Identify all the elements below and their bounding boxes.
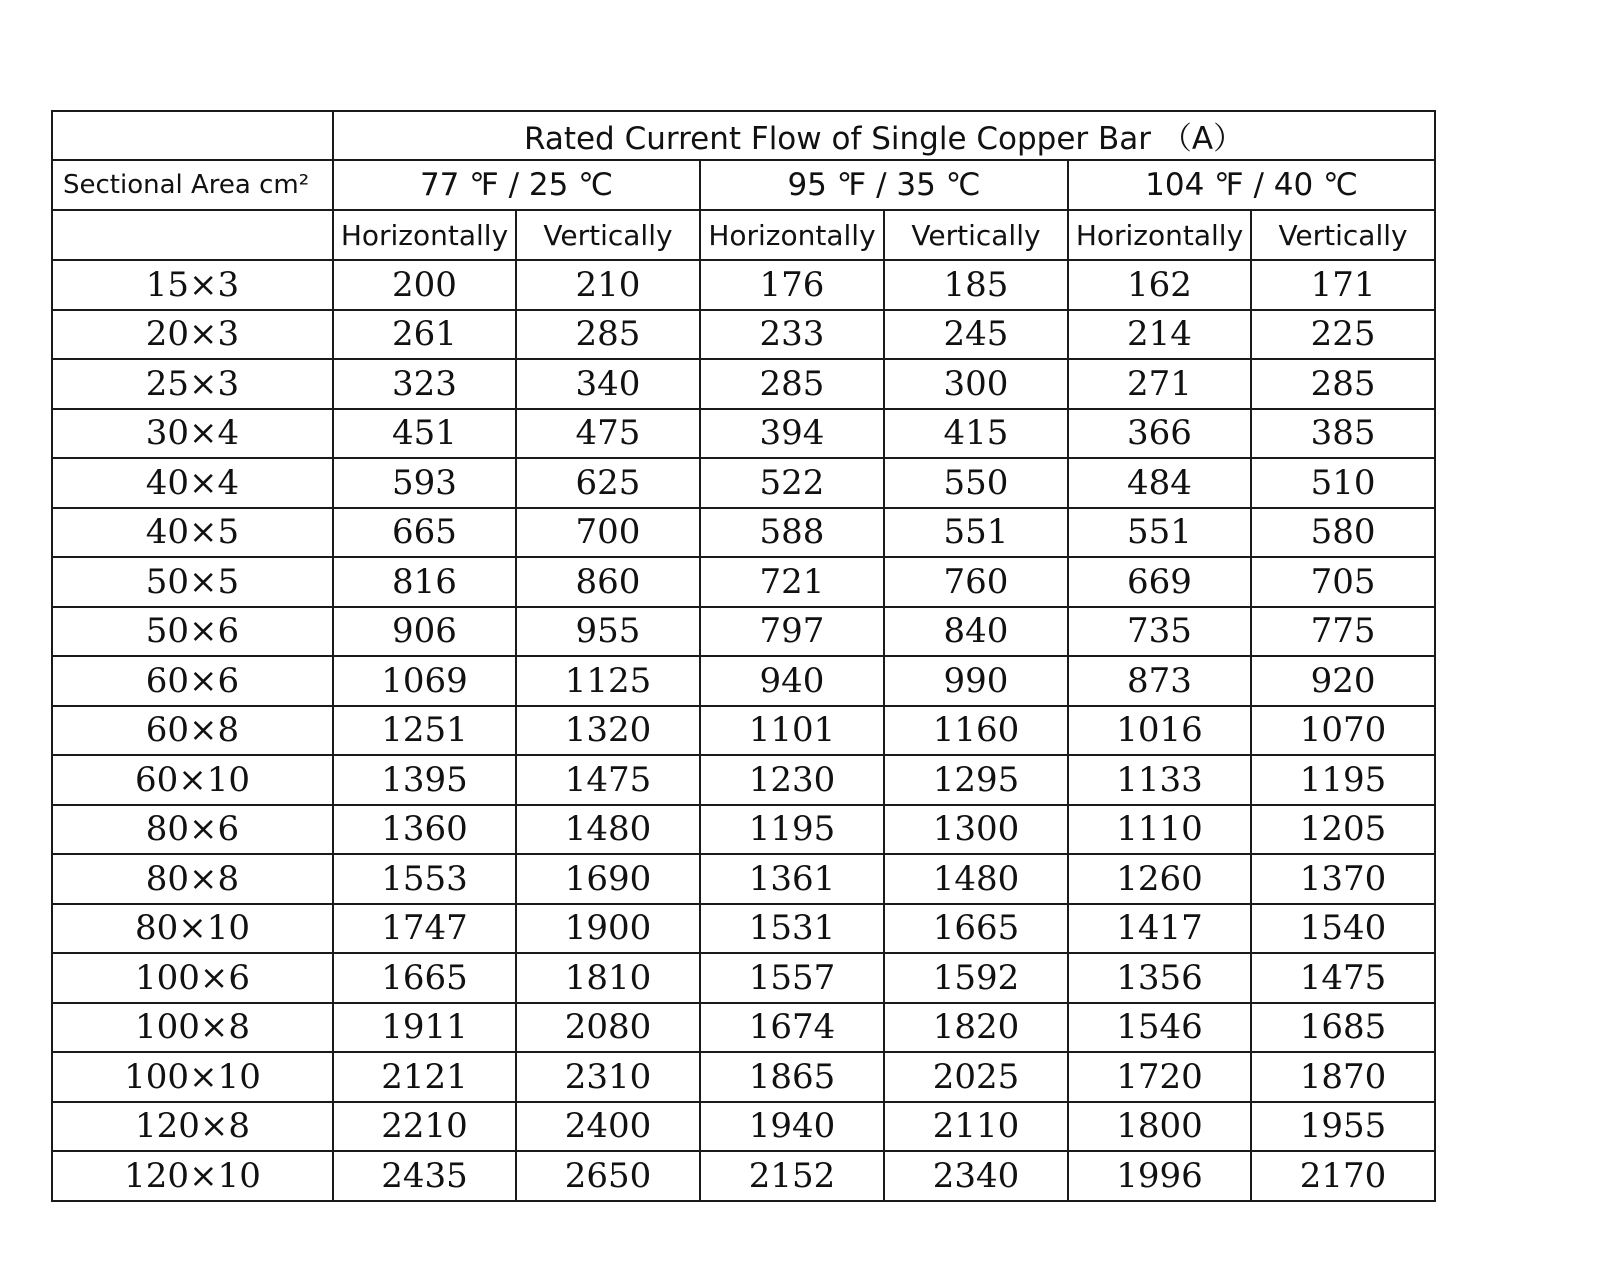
table-row xyxy=(52,656,1435,706)
vertical-25c-cell: 2080 xyxy=(516,1003,700,1053)
vertical-25c-cell: 2400 xyxy=(516,1102,700,1152)
vertical-25c-cell: 2310 xyxy=(516,1052,700,1102)
vertical-40c-cell: 285 xyxy=(1251,359,1435,409)
table-title: Rated Current Flow of Single Copper Bar （A） xyxy=(333,111,1435,160)
sectional-area-cell: 40×5 xyxy=(52,508,333,558)
vertical-25c-cell: 1900 xyxy=(516,904,700,954)
vertical-35c-cell: 550 xyxy=(884,458,1068,508)
horizontal-40c-cell: 1260 xyxy=(1068,854,1251,904)
sectional-area-cell: 50×5 xyxy=(52,557,333,607)
vertical-40c-cell: 171 xyxy=(1251,260,1435,310)
sub-header-vertically: Vertically xyxy=(884,210,1068,260)
horizontal-25c-cell: 451 xyxy=(333,409,516,459)
horizontal-25c-cell: 2435 xyxy=(333,1151,516,1201)
table-row xyxy=(52,953,1435,1003)
table-row xyxy=(52,557,1435,607)
vertical-40c-cell: 385 xyxy=(1251,409,1435,459)
table-body xyxy=(52,260,1435,1201)
table-row xyxy=(52,260,1435,310)
vertical-40c-cell: 920 xyxy=(1251,656,1435,706)
vertical-35c-cell: 2340 xyxy=(884,1151,1068,1201)
horizontal-25c-cell: 323 xyxy=(333,359,516,409)
vertical-25c-cell: 2650 xyxy=(516,1151,700,1201)
vertical-25c-cell: 1480 xyxy=(516,805,700,855)
horizontal-35c-cell: 1195 xyxy=(700,805,884,855)
vertical-40c-cell: 1370 xyxy=(1251,854,1435,904)
vertical-40c-cell: 1205 xyxy=(1251,805,1435,855)
sectional-area-cell: 30×4 xyxy=(52,409,333,459)
sectional-area-cell: 120×10 xyxy=(52,1151,333,1201)
horizontal-35c-cell: 1674 xyxy=(700,1003,884,1053)
horizontal-35c-cell: 1940 xyxy=(700,1102,884,1152)
horizontal-40c-cell: 1546 xyxy=(1068,1003,1251,1053)
sectional-area-cell: 100×10 xyxy=(52,1052,333,1102)
horizontal-40c-cell: 484 xyxy=(1068,458,1251,508)
vertical-40c-cell: 1685 xyxy=(1251,1003,1435,1053)
sectional-area-cell: 100×6 xyxy=(52,953,333,1003)
vertical-35c-cell: 245 xyxy=(884,310,1068,360)
sub-header-horizontally: Horizontally xyxy=(700,210,884,260)
horizontal-35c-cell: 2152 xyxy=(700,1151,884,1201)
horizontal-35c-cell: 176 xyxy=(700,260,884,310)
vertical-40c-cell: 510 xyxy=(1251,458,1435,508)
sub-header-horizontally: Horizontally xyxy=(333,210,516,260)
vertical-35c-cell: 760 xyxy=(884,557,1068,607)
horizontal-35c-cell: 721 xyxy=(700,557,884,607)
vertical-40c-cell: 705 xyxy=(1251,557,1435,607)
table-row xyxy=(52,1003,1435,1053)
sectional-area-cell: 20×3 xyxy=(52,310,333,360)
table-row xyxy=(52,508,1435,558)
vertical-25c-cell: 1125 xyxy=(516,656,700,706)
vertical-25c-cell: 860 xyxy=(516,557,700,607)
table-row xyxy=(52,409,1435,459)
vertical-40c-cell: 1955 xyxy=(1251,1102,1435,1152)
horizontal-35c-cell: 394 xyxy=(700,409,884,459)
vertical-25c-cell: 340 xyxy=(516,359,700,409)
horizontal-35c-cell: 233 xyxy=(700,310,884,360)
horizontal-40c-cell: 1356 xyxy=(1068,953,1251,1003)
copper-bar-current-table xyxy=(51,110,1436,1202)
sectional-area-cell: 80×6 xyxy=(52,805,333,855)
vertical-25c-cell: 475 xyxy=(516,409,700,459)
vertical-25c-cell: 955 xyxy=(516,607,700,657)
sectional-area-header: Sectional Area cm² xyxy=(52,160,333,210)
horizontal-35c-cell: 522 xyxy=(700,458,884,508)
vertical-35c-cell: 1300 xyxy=(884,805,1068,855)
vertical-40c-cell: 1070 xyxy=(1251,706,1435,756)
vertical-35c-cell: 840 xyxy=(884,607,1068,657)
sectional-area-cell: 50×6 xyxy=(52,607,333,657)
sectional-area-cell: 100×8 xyxy=(52,1003,333,1053)
vertical-35c-cell: 185 xyxy=(884,260,1068,310)
vertical-25c-cell: 1320 xyxy=(516,706,700,756)
vertical-40c-cell: 1870 xyxy=(1251,1052,1435,1102)
sectional-area-cell: 60×10 xyxy=(52,755,333,805)
horizontal-25c-cell: 1360 xyxy=(333,805,516,855)
sub-header-blank-cell xyxy=(52,210,333,260)
sectional-area-cell: 60×8 xyxy=(52,706,333,756)
horizontal-25c-cell: 1251 xyxy=(333,706,516,756)
vertical-35c-cell: 551 xyxy=(884,508,1068,558)
temperature-header-40c: 104 ℉ / 40 ℃ xyxy=(1068,160,1435,210)
horizontal-25c-cell: 906 xyxy=(333,607,516,657)
corner-blank-cell xyxy=(52,111,333,160)
horizontal-25c-cell: 665 xyxy=(333,508,516,558)
vertical-35c-cell: 2025 xyxy=(884,1052,1068,1102)
horizontal-40c-cell: 551 xyxy=(1068,508,1251,558)
table-row xyxy=(52,854,1435,904)
table-row xyxy=(52,1052,1435,1102)
vertical-35c-cell: 2110 xyxy=(884,1102,1068,1152)
vertical-35c-cell: 300 xyxy=(884,359,1068,409)
vertical-40c-cell: 225 xyxy=(1251,310,1435,360)
horizontal-25c-cell: 2210 xyxy=(333,1102,516,1152)
table-row xyxy=(52,755,1435,805)
horizontal-35c-cell: 940 xyxy=(700,656,884,706)
horizontal-25c-cell: 2121 xyxy=(333,1052,516,1102)
temperature-header-25c: 77 ℉ / 25 ℃ xyxy=(333,160,700,210)
sectional-area-cell: 80×10 xyxy=(52,904,333,954)
horizontal-25c-cell: 593 xyxy=(333,458,516,508)
sectional-area-cell: 80×8 xyxy=(52,854,333,904)
horizontal-40c-cell: 214 xyxy=(1068,310,1251,360)
horizontal-40c-cell: 1800 xyxy=(1068,1102,1251,1152)
horizontal-40c-cell: 1720 xyxy=(1068,1052,1251,1102)
sub-header-vertically: Vertically xyxy=(1251,210,1435,260)
table-row xyxy=(52,359,1435,409)
horizontal-25c-cell: 1553 xyxy=(333,854,516,904)
horizontal-35c-cell: 588 xyxy=(700,508,884,558)
horizontal-35c-cell: 285 xyxy=(700,359,884,409)
horizontal-40c-cell: 669 xyxy=(1068,557,1251,607)
vertical-40c-cell: 775 xyxy=(1251,607,1435,657)
vertical-35c-cell: 415 xyxy=(884,409,1068,459)
vertical-40c-cell: 580 xyxy=(1251,508,1435,558)
sectional-area-cell: 120×8 xyxy=(52,1102,333,1152)
horizontal-35c-cell: 1865 xyxy=(700,1052,884,1102)
horizontal-25c-cell: 1665 xyxy=(333,953,516,1003)
horizontal-25c-cell: 816 xyxy=(333,557,516,607)
sectional-area-cell: 60×6 xyxy=(52,656,333,706)
table-row xyxy=(52,904,1435,954)
vertical-25c-cell: 285 xyxy=(516,310,700,360)
horizontal-40c-cell: 1110 xyxy=(1068,805,1251,855)
sectional-area-cell: 15×3 xyxy=(52,260,333,310)
vertical-25c-cell: 210 xyxy=(516,260,700,310)
table-row xyxy=(52,1102,1435,1152)
horizontal-40c-cell: 1417 xyxy=(1068,904,1251,954)
horizontal-40c-cell: 1016 xyxy=(1068,706,1251,756)
table-row xyxy=(52,805,1435,855)
table-row xyxy=(52,607,1435,657)
vertical-35c-cell: 1665 xyxy=(884,904,1068,954)
sub-header-vertically: Vertically xyxy=(516,210,700,260)
horizontal-35c-cell: 1557 xyxy=(700,953,884,1003)
table-row xyxy=(52,458,1435,508)
vertical-35c-cell: 1820 xyxy=(884,1003,1068,1053)
vertical-40c-cell: 2170 xyxy=(1251,1151,1435,1201)
vertical-35c-cell: 1295 xyxy=(884,755,1068,805)
sub-header-horizontally: Horizontally xyxy=(1068,210,1251,260)
horizontal-25c-cell: 1069 xyxy=(333,656,516,706)
horizontal-40c-cell: 873 xyxy=(1068,656,1251,706)
vertical-40c-cell: 1475 xyxy=(1251,953,1435,1003)
vertical-40c-cell: 1540 xyxy=(1251,904,1435,954)
horizontal-25c-cell: 200 xyxy=(333,260,516,310)
vertical-25c-cell: 700 xyxy=(516,508,700,558)
horizontal-35c-cell: 1230 xyxy=(700,755,884,805)
horizontal-35c-cell: 1531 xyxy=(700,904,884,954)
sectional-area-cell: 40×4 xyxy=(52,458,333,508)
horizontal-25c-cell: 261 xyxy=(333,310,516,360)
vertical-25c-cell: 625 xyxy=(516,458,700,508)
horizontal-40c-cell: 162 xyxy=(1068,260,1251,310)
horizontal-40c-cell: 366 xyxy=(1068,409,1251,459)
vertical-25c-cell: 1690 xyxy=(516,854,700,904)
horizontal-40c-cell: 1996 xyxy=(1068,1151,1251,1201)
horizontal-25c-cell: 1395 xyxy=(333,755,516,805)
vertical-35c-cell: 1592 xyxy=(884,953,1068,1003)
horizontal-25c-cell: 1911 xyxy=(333,1003,516,1053)
temperature-header-35c: 95 ℉ / 35 ℃ xyxy=(700,160,1068,210)
horizontal-40c-cell: 1133 xyxy=(1068,755,1251,805)
horizontal-25c-cell: 1747 xyxy=(333,904,516,954)
horizontal-40c-cell: 735 xyxy=(1068,607,1251,657)
horizontal-35c-cell: 797 xyxy=(700,607,884,657)
vertical-35c-cell: 1480 xyxy=(884,854,1068,904)
table-row xyxy=(52,706,1435,756)
horizontal-35c-cell: 1101 xyxy=(700,706,884,756)
vertical-35c-cell: 1160 xyxy=(884,706,1068,756)
vertical-35c-cell: 990 xyxy=(884,656,1068,706)
table-row xyxy=(52,310,1435,360)
table-row xyxy=(52,1151,1435,1201)
vertical-25c-cell: 1475 xyxy=(516,755,700,805)
vertical-25c-cell: 1810 xyxy=(516,953,700,1003)
vertical-40c-cell: 1195 xyxy=(1251,755,1435,805)
horizontal-35c-cell: 1361 xyxy=(700,854,884,904)
sectional-area-cell: 25×3 xyxy=(52,359,333,409)
horizontal-40c-cell: 271 xyxy=(1068,359,1251,409)
